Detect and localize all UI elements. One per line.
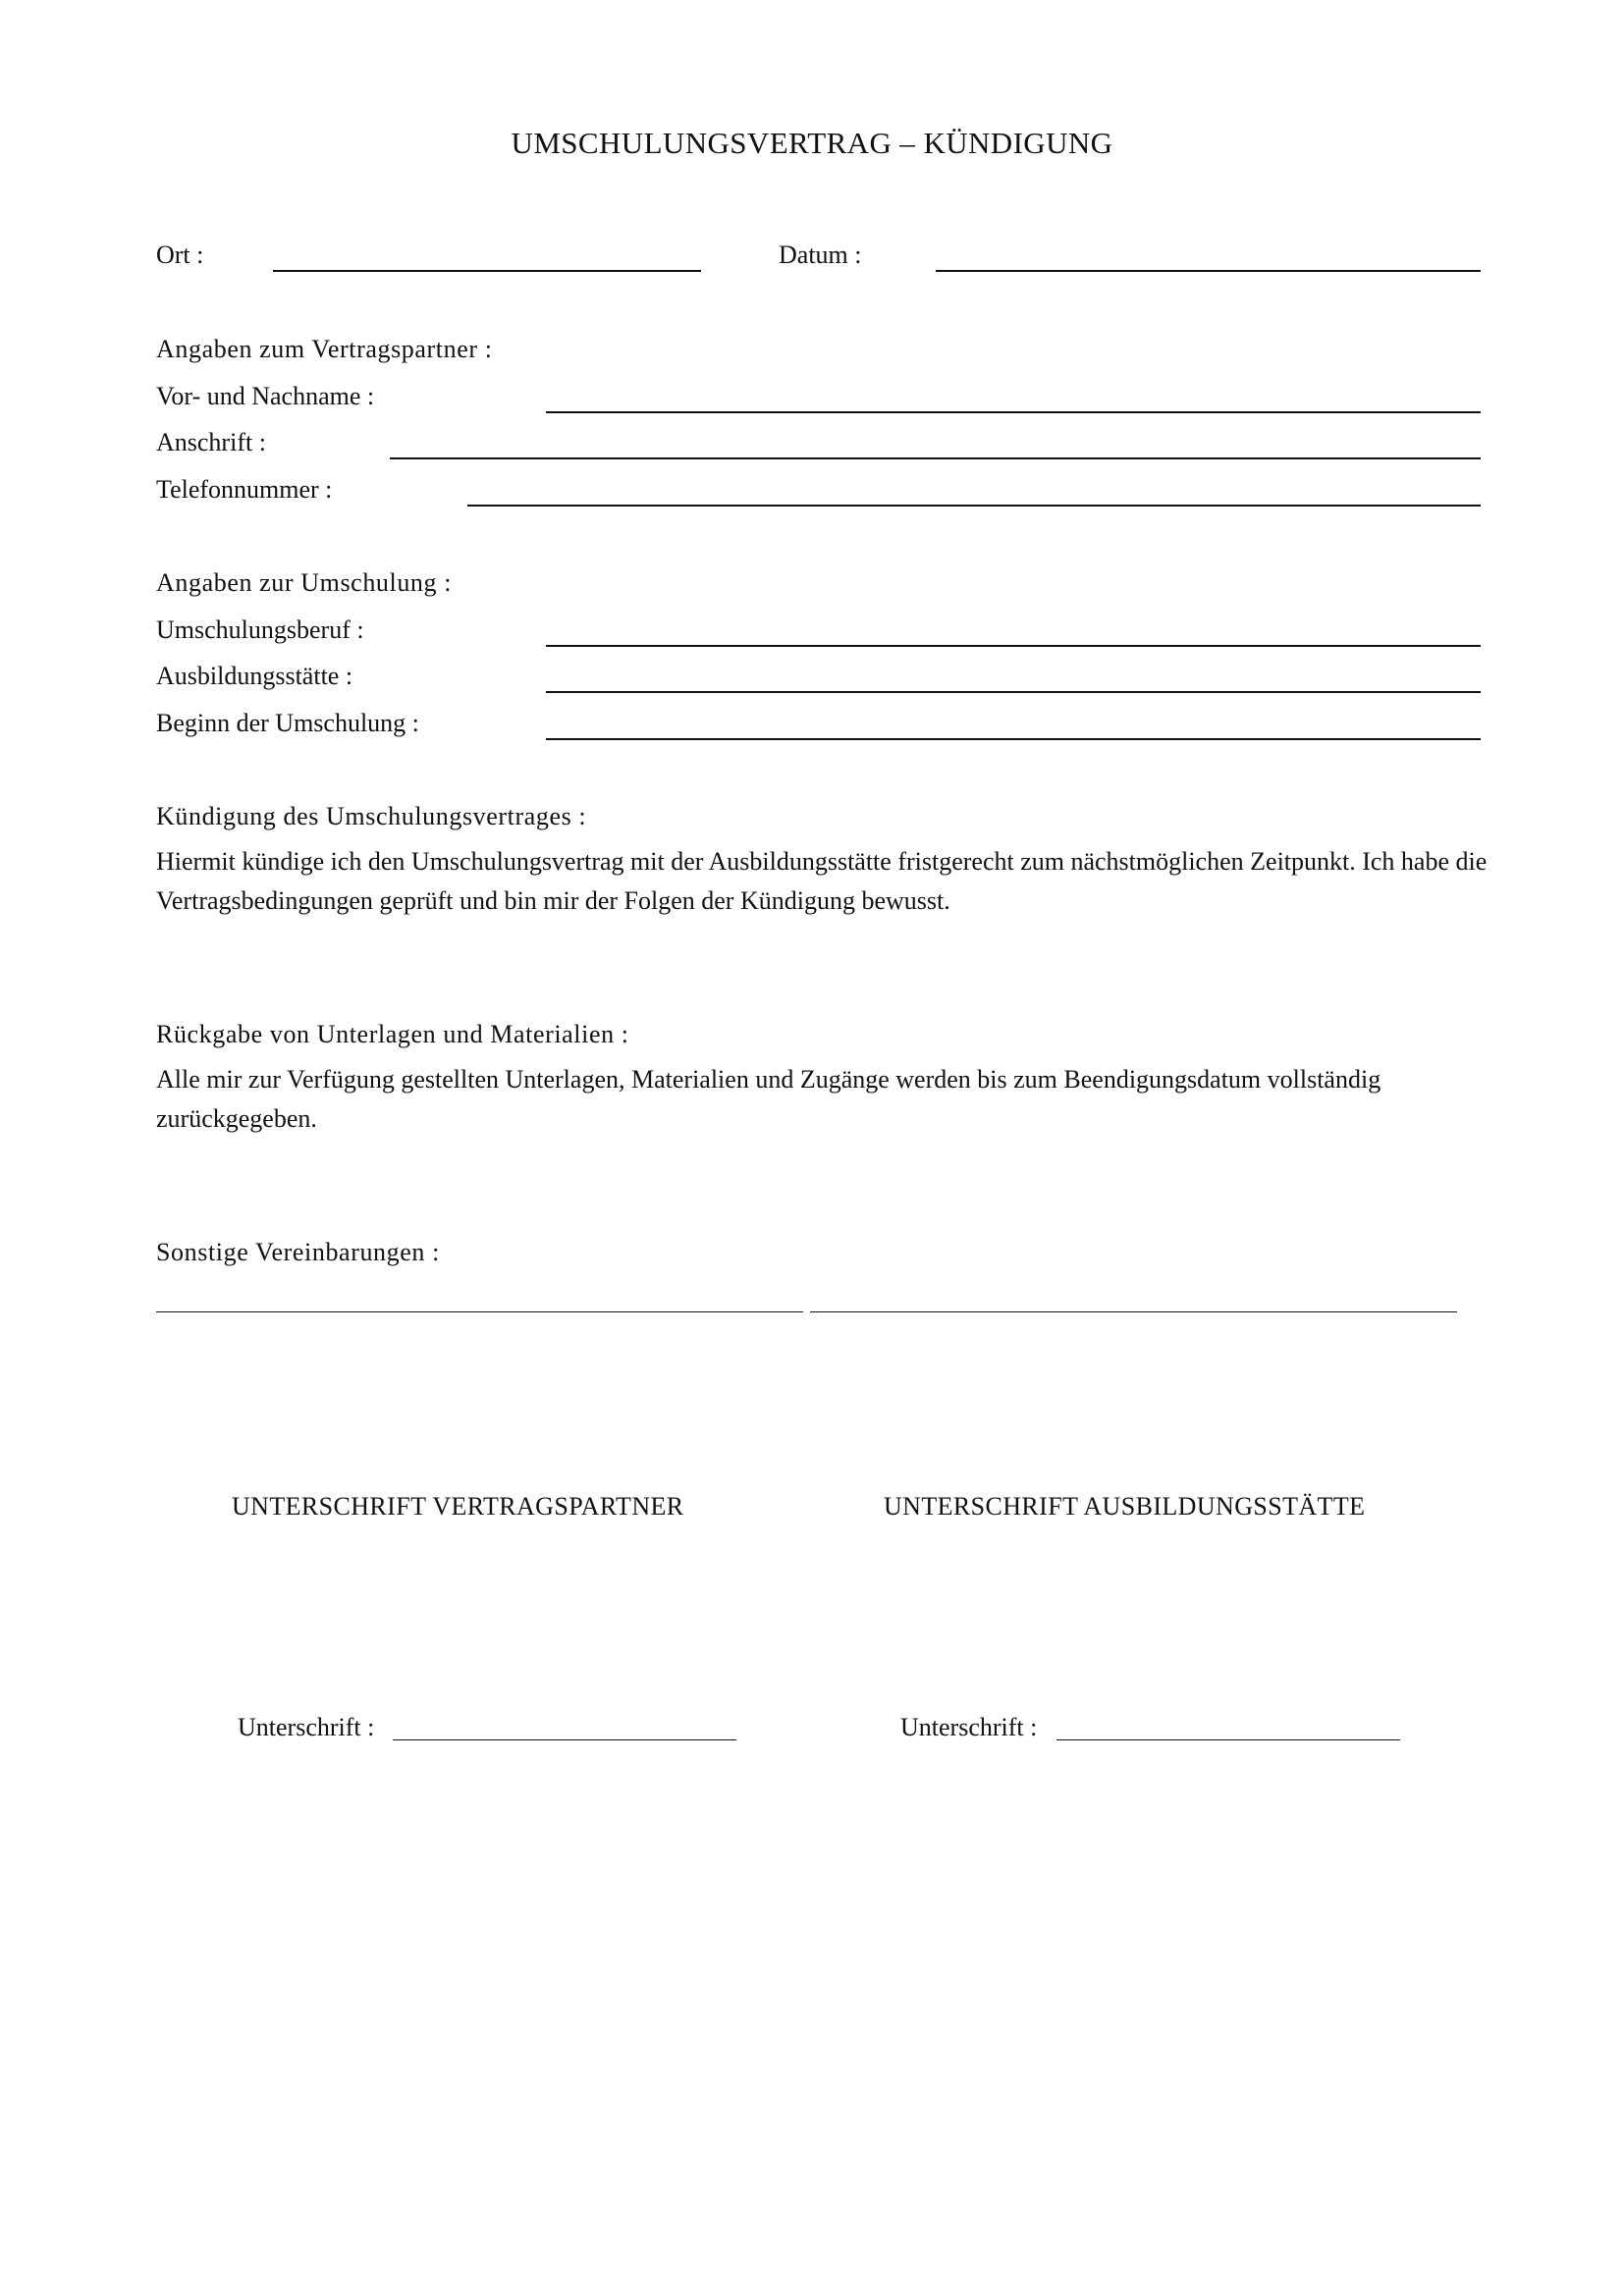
facility-signature-label: Unterschrift : [900, 1713, 1038, 1741]
start-label: Beginn der Umschulung : [156, 709, 419, 737]
termination-text: Hiermit kündige ich den Umschulungsvertrag mit der Ausbildungsstätte fristgerecht zum nächstmöglichen Zeitpunkt. Ich habe die Vertragsbedingungen geprüft und bin mir der Folgen der Kündigung bewusst. [156, 847, 1488, 915]
address-field[interactable] [390, 457, 1481, 459]
partner-signature-label: Unterschrift : [238, 1713, 375, 1741]
facility-label: Ausbildungsstätte : [156, 662, 353, 690]
partner-signature-title: UNTERSCHRIFT VERTRAGSPARTNER [232, 1492, 684, 1521]
facility-field[interactable] [546, 691, 1481, 693]
phone-label: Telefonnummer : [156, 475, 333, 504]
return-section-heading: Rückgabe von Unterlagen und Materialien : [156, 1020, 629, 1048]
datum-field[interactable] [936, 270, 1481, 272]
training-section-heading: Angaben zur Umschulung : [156, 568, 453, 597]
name-field[interactable] [546, 411, 1481, 413]
address-label: Anschrift : [156, 428, 266, 456]
partner-section-heading: Angaben zum Vertragspartner : [156, 335, 493, 363]
other-agreements-line-left[interactable] [156, 1311, 803, 1312]
other-agreements-line-right[interactable] [810, 1311, 1457, 1312]
facility-signature-field[interactable] [1056, 1739, 1400, 1740]
partner-signature-field[interactable] [393, 1739, 736, 1740]
ort-field[interactable] [273, 270, 701, 272]
return-text: Alle mir zur Verfügung gestellten Unterlagen, Materialien und Zugänge werden bis zum Beendigungsdatum vollständig zurückgegeben. [156, 1065, 1381, 1133]
other-section-heading: Sonstige Vereinbarungen : [156, 1238, 440, 1266]
facility-signature-title: UNTERSCHRIFT AUSBILDUNGSSTÄTTE [884, 1492, 1366, 1521]
page-title: UMSCHULUNGSVERTRAG – KÜNDIGUNG [511, 126, 1113, 160]
termination-section-heading: Kündigung des Umschulungsvertrages : [156, 802, 587, 830]
start-date-field[interactable] [546, 738, 1481, 740]
datum-label: Datum : [779, 240, 862, 269]
phone-field[interactable] [467, 505, 1481, 507]
ort-label: Ort : [156, 240, 204, 269]
name-label: Vor- und Nachname : [156, 382, 375, 410]
occupation-field[interactable] [546, 645, 1481, 647]
occupation-label: Umschulungsberuf : [156, 615, 364, 644]
